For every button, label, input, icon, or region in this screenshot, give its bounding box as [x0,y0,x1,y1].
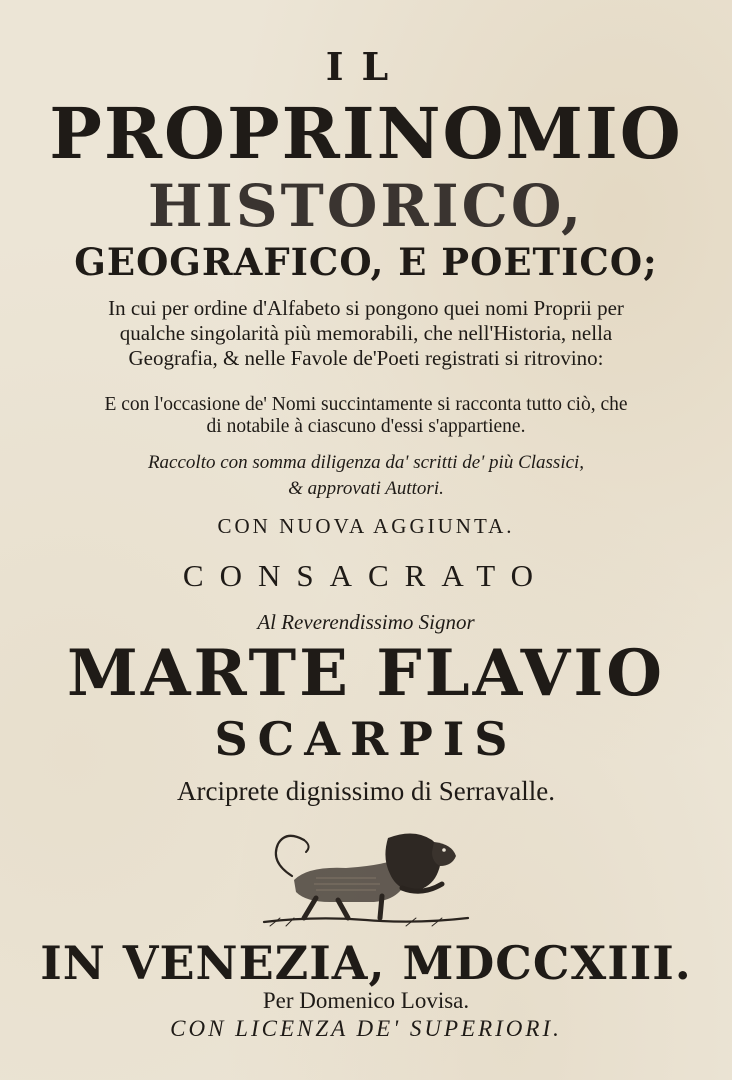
collected-block [0,450,732,502]
dedication-intro: Al Reverendissimo Signor [257,610,475,634]
collected-line: & approvati Auttori. [288,478,444,499]
title-article: IL [325,44,407,89]
printer-line: Per Domenico Lovisa. [262,988,470,1013]
license-line: CON LICENZA DE' SUPERIORI. [170,1016,562,1041]
description-block [0,296,732,371]
dedicatee-title: Arciprete dignissimo di Serravalle. [177,776,555,806]
title-line-3: GEOGRAFICO, E POETICO; [74,240,658,284]
title-line-1: PROPRINOMIO [49,92,683,175]
title-line-2: HISTORICO, [147,172,585,240]
dedicatee-name-2: SCARPIS [214,712,518,766]
description-line: qualche singolarità più memorabili, che nell'Historia, nella [119,321,613,345]
occasion-line: E con l'occasione de' Nomi succintamente si racconta tutto ciò, che [104,394,628,415]
lion-woodcut-icon [256,822,476,932]
occasion-block [0,394,732,438]
occasion-line: di notabile à ciascuno d'essi s'appartiene. [206,416,526,437]
consacrato-line: CONSACRATO [182,558,550,593]
imprint-place: IN VENEZIA, MDCCXIII. [40,936,692,990]
description-line: Geografia, & nelle Favole de'Poeti registrati si ritrovino: [128,346,604,370]
collected-line: Raccolto con somma diligenza da' scritti de' più Classici, [147,452,585,473]
new-addition-line: CON NUOVA AGGIUNTA. [217,514,515,538]
dedicatee-name-1: MARTE FLAVIO [66,636,666,711]
description-line: In cui per ordine d'Alfabeto si pongono quei nomi Proprii per [108,296,624,320]
